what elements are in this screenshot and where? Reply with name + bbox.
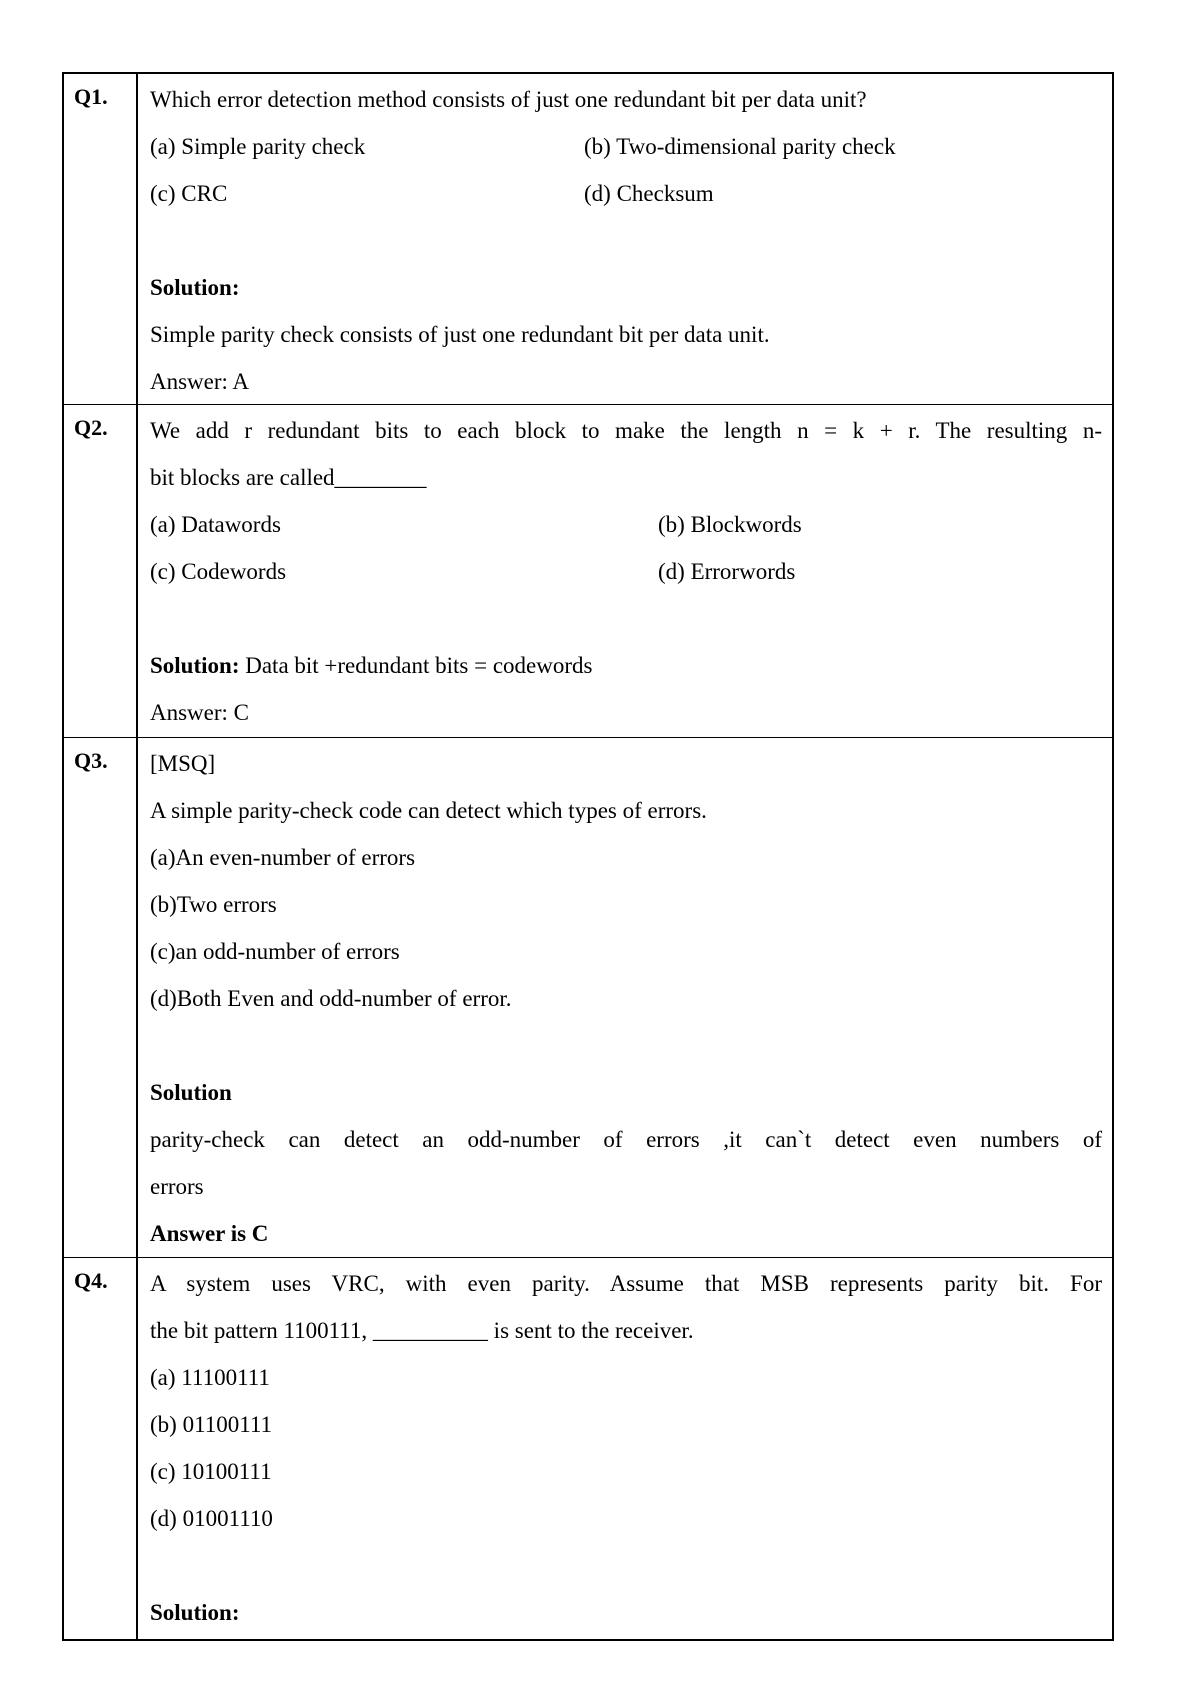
- question-body: [138, 74, 1112, 404]
- question-row: [64, 1258, 1112, 1639]
- solution-label: Solution:: [150, 1600, 240, 1625]
- options-row: [150, 548, 1102, 595]
- question-text: A system uses VRC, with even parity. Assume that MSB represents parity bit. For: [150, 1271, 1102, 1296]
- solution-text: Data bit +redundant bits = codewords: [245, 653, 593, 678]
- solution-label: Solution: [150, 1080, 232, 1105]
- question-text: bit blocks are called________: [150, 465, 427, 490]
- question-number: Q4.: [64, 1258, 138, 1639]
- option: (b) Two-dimensional parity check: [584, 134, 896, 159]
- question-number: Q1.: [64, 74, 138, 404]
- option: (d)Both Even and odd-number of error.: [150, 986, 512, 1011]
- question-table: [62, 72, 1114, 1641]
- solution-text: Simple parity check consists of just one redundant bit per data unit.: [150, 322, 770, 347]
- options-row: [150, 170, 1102, 217]
- question-row: [64, 405, 1112, 738]
- solution-label: Solution:: [150, 653, 240, 678]
- question-row: [64, 738, 1112, 1258]
- solution-line: [150, 642, 1102, 689]
- option: (a) 11100111: [150, 1365, 270, 1390]
- question-number: Q2.: [64, 405, 138, 737]
- question-text: We add r redundant bits to each block to make the length n = k + r. The resulting n-: [150, 418, 1102, 443]
- option: (c) 10100111: [150, 1459, 272, 1484]
- question-text: A simple parity-check code can detect which types of errors.: [150, 798, 707, 823]
- option: (a) Simple parity check: [150, 134, 366, 159]
- answer: Answer: A: [150, 369, 250, 394]
- option: (d) Errorwords: [658, 559, 796, 584]
- option: (b)Two errors: [150, 892, 277, 917]
- option: (c) CRC: [150, 181, 228, 206]
- solution-text: parity-check can detect an odd-number of errors ,it can`t detect even numbers of: [150, 1127, 1102, 1152]
- option: (c) Codewords: [150, 559, 287, 584]
- option: (d) 01001110: [150, 1506, 273, 1531]
- option: (a) Datawords: [150, 512, 281, 537]
- answer: Answer is C: [150, 1221, 269, 1246]
- option: (d) Checksum: [584, 181, 714, 206]
- options-row: [150, 501, 1102, 548]
- question-body: [138, 738, 1112, 1257]
- question-body: [138, 405, 1112, 737]
- question-text: the bit pattern 1100111, __________ is sent to the receiver.: [150, 1318, 694, 1343]
- question-text: Which error detection method consists of just one redundant bit per data unit?: [150, 87, 867, 112]
- option: (b) 01100111: [150, 1412, 273, 1437]
- question-number: Q3.: [64, 738, 138, 1257]
- question-body: [138, 1258, 1112, 1639]
- options-row: [150, 123, 1102, 170]
- question-row: [64, 74, 1112, 405]
- option: (c)an odd-number of errors: [150, 939, 400, 964]
- answer: Answer: C: [150, 700, 250, 725]
- option: (a)An even-number of errors: [150, 845, 416, 870]
- solution-text: errors: [150, 1174, 204, 1199]
- question-tag: [MSQ]: [150, 751, 216, 776]
- solution-label: Solution:: [150, 275, 240, 300]
- option: (b) Blockwords: [658, 512, 802, 537]
